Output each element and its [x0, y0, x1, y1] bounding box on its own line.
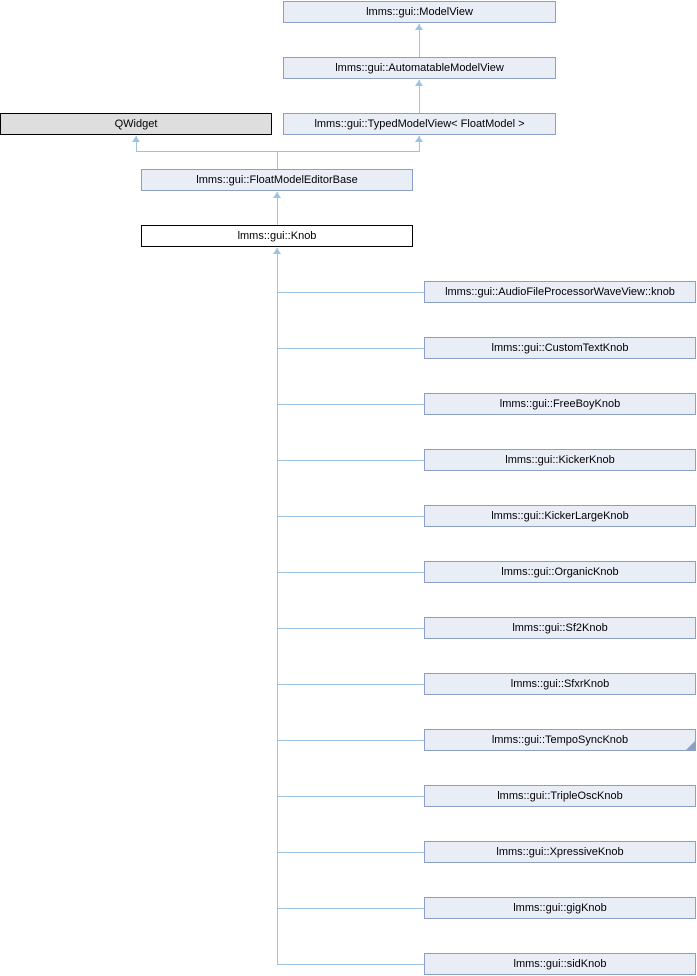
- class-node-xpressiveknob[interactable]: [424, 841, 696, 863]
- class-node-customtextknob[interactable]: [424, 337, 696, 359]
- class-node-modelview[interactable]: [283, 1, 556, 23]
- class-node-knob-current: [141, 225, 413, 247]
- inheritance-edge: [136, 151, 420, 152]
- inheritance-edge-branch: [277, 740, 424, 741]
- inheritance-edge-branch: [277, 572, 424, 573]
- inheritance-edge-branch: [277, 628, 424, 629]
- class-node-typedmodelview[interactable]: [283, 113, 556, 135]
- class-node-label: lmms::gui::AudioFileProcessorWaveView::knob: [445, 286, 675, 298]
- inheritance-edge: [419, 24, 420, 57]
- class-node-label: lmms::gui::CustomTextKnob: [491, 342, 629, 354]
- class-node-gigknob[interactable]: [424, 897, 696, 919]
- class-node-label: lmms::gui::SfxrKnob: [510, 678, 610, 690]
- class-node-organicknob[interactable]: [424, 561, 696, 583]
- inheritance-edge: [419, 80, 420, 113]
- class-node-label: lmms::gui::FreeBoyKnob: [499, 398, 621, 410]
- class-node-label: lmms::gui::KickerLargeKnob: [491, 510, 629, 522]
- class-node-label: QWidget: [114, 118, 158, 130]
- inheritance-edge-branch: [277, 516, 424, 517]
- class-node-freeboyknob[interactable]: [424, 393, 696, 415]
- class-node-label: lmms::gui::ModelView: [366, 6, 473, 18]
- inheritance-edge: [136, 136, 137, 152]
- inheritance-edge-branch: [277, 684, 424, 685]
- class-node-kickerlargeknob[interactable]: [424, 505, 696, 527]
- inheritance-edge: [277, 192, 278, 225]
- class-node-tripleoscknob[interactable]: [424, 785, 696, 807]
- class-node-label: lmms::gui::sidKnob: [513, 958, 607, 970]
- truncated-fold-icon: [686, 741, 695, 750]
- class-node-floatmodeleditorbase[interactable]: [141, 169, 413, 191]
- inheritance-edge-branch: [277, 964, 424, 965]
- class-node-label: lmms::gui::TripleOscKnob: [497, 790, 623, 802]
- inheritance-edge-trunk: [277, 248, 278, 965]
- inheritance-edge-branch: [277, 348, 424, 349]
- class-node-label: lmms::gui::FloatModelEditorBase: [196, 174, 358, 186]
- class-node-label: lmms::gui::AutomatableModelView: [335, 62, 504, 74]
- class-node-label: lmms::gui::TempoSyncKnob: [491, 734, 629, 746]
- inheritance-edge-branch: [277, 796, 424, 797]
- class-node-automatablemodelview[interactable]: [283, 57, 556, 79]
- class-node-sfxrknob[interactable]: [424, 673, 696, 695]
- class-node-label: lmms::gui::XpressiveKnob: [496, 846, 624, 858]
- class-node-label: lmms::gui::TypedModelView< FloatModel >: [314, 118, 525, 130]
- inheritance-edge-branch: [277, 292, 424, 293]
- inheritance-edge-branch: [277, 908, 424, 909]
- class-node-qwidget: [0, 113, 272, 135]
- inheritance-edge-branch: [277, 404, 424, 405]
- class-node-temposyncknob[interactable]: [424, 729, 696, 751]
- class-node-label: lmms::gui::Knob: [237, 230, 317, 242]
- inheritance-edge-branch: [277, 852, 424, 853]
- class-node-audiofileprocessorwaveview-knob[interactable]: [424, 281, 696, 303]
- inheritance-edge: [277, 151, 278, 169]
- class-node-label: lmms::gui::gigKnob: [513, 902, 607, 914]
- inheritance-edge-branch: [277, 460, 424, 461]
- class-node-label: lmms::gui::OrganicKnob: [501, 566, 619, 578]
- class-node-kickerknob[interactable]: [424, 449, 696, 471]
- class-node-label: lmms::gui::KickerKnob: [505, 454, 615, 466]
- inheritance-edge: [419, 136, 420, 152]
- class-node-sidknob[interactable]: [424, 953, 696, 975]
- class-node-label: lmms::gui::Sf2Knob: [512, 622, 608, 634]
- class-node-sf2knob[interactable]: [424, 617, 696, 639]
